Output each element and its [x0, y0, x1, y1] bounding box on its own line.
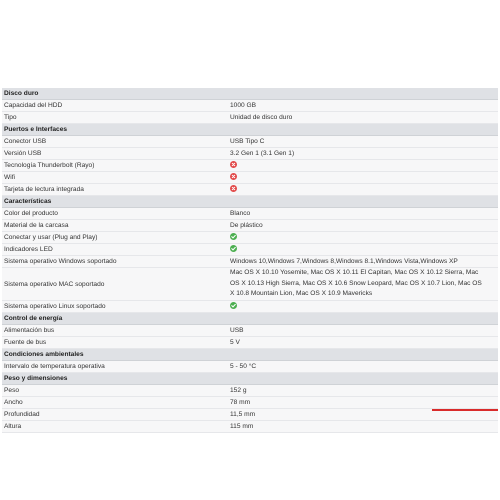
accent-line	[432, 409, 498, 411]
spec-value: 3.2 Gen 1 (3.1 Gen 1)	[230, 150, 295, 157]
spec-value: USB	[230, 327, 244, 334]
spec-row	[2, 409, 498, 421]
check-icon	[230, 302, 237, 309]
spec-table	[2, 88, 498, 433]
spec-label: Fuente de bus	[4, 339, 47, 346]
spec-row	[2, 421, 498, 433]
spec-value: 11,5 mm	[230, 411, 256, 418]
spec-label: Tecnología Thunderbolt (Rayo)	[4, 162, 95, 169]
section-header: Puertos e Interfaces	[2, 124, 498, 136]
spec-row	[2, 325, 498, 337]
cross-icon	[230, 161, 237, 168]
spec-label: Capacidad del HDD	[4, 102, 63, 109]
spec-label: Intervalo de temperatura operativa	[4, 363, 105, 370]
spec-label: Tipo	[4, 114, 17, 121]
spec-label: Color del producto	[4, 210, 58, 217]
spec-label: Profundidad	[4, 411, 40, 418]
section-header: Control de energía	[2, 313, 498, 325]
spec-value	[226, 184, 498, 195]
spec-value: USB Tipo C	[230, 138, 265, 145]
top-blank-area	[0, 0, 500, 88]
spec-row	[2, 361, 498, 373]
section-header: Características	[2, 196, 498, 208]
spec-label: Material de la carcasa	[4, 222, 69, 229]
spec-value: Windows 10,Windows 7,Windows 8,Windows 8.1,Windows Vista,Windows XP	[230, 258, 458, 265]
spec-value: 78 mm	[230, 399, 251, 406]
spec-row	[2, 112, 498, 124]
spec-label: Sistema operativo Windows soportado	[4, 258, 117, 265]
spec-label: Tarjeta de lectura integrada	[4, 186, 84, 193]
spec-label: Sistema operativo Linux soportado	[4, 303, 106, 310]
spec-value	[226, 172, 498, 183]
section-header: Disco duro	[2, 88, 498, 100]
spec-label: Versión USB	[4, 150, 42, 157]
spec-value	[226, 232, 498, 243]
section-header: Peso y dimensiones	[2, 373, 498, 385]
spec-row	[2, 268, 498, 301]
spec-row	[2, 385, 498, 397]
check-icon	[230, 245, 237, 252]
cross-icon	[230, 185, 237, 192]
spec-value	[226, 244, 498, 255]
spec-value: 1000 GB	[230, 102, 257, 109]
spec-label: Alimentación bus	[4, 327, 55, 334]
spec-value: Unidad de disco duro	[230, 114, 293, 121]
spec-value	[226, 301, 498, 312]
spec-value: Mac OS X 10.10 Yosemite, Mac OS X 10.11 El Capitan, Mac OS X 10.12 Sierra, Mac OS X 10.13 High Sierra, Mac OS X 10.6 Snow Leopard, Mac OS X 10.7 Lion, Mac OS X 10.8 Mountain Lion, Mac OS X 10.9 Mavericks	[230, 269, 482, 297]
spec-row	[2, 232, 498, 244]
spec-row	[2, 301, 498, 313]
spec-label: Altura	[4, 423, 22, 430]
spec-value: De plástico	[230, 222, 263, 229]
spec-row	[2, 244, 498, 256]
spec-label: Indicadores LED	[4, 246, 53, 253]
spec-row	[2, 160, 498, 172]
spec-label: Conectar y usar (Plug and Play)	[4, 234, 98, 241]
spec-row	[2, 397, 498, 409]
spec-value: 152 g	[230, 387, 247, 394]
spec-row	[2, 208, 498, 220]
spec-value	[226, 160, 498, 171]
spec-row	[2, 100, 498, 112]
spec-row	[2, 256, 498, 268]
spec-label: Sistema operativo MAC soportado	[4, 280, 105, 288]
spec-row	[2, 148, 498, 160]
spec-row	[2, 184, 498, 196]
cross-icon	[230, 173, 237, 180]
check-icon	[230, 233, 237, 240]
spec-row	[2, 337, 498, 349]
spec-value: Blanco	[230, 210, 251, 217]
spec-label: Conector USB	[4, 138, 47, 145]
spec-label: Ancho	[4, 399, 23, 406]
spec-label: Wifi	[4, 174, 15, 181]
spec-value: 5 - 50 °C	[230, 363, 257, 370]
spec-value: 115 mm	[230, 423, 254, 430]
spec-label: Peso	[4, 387, 20, 394]
spec-value: 5 V	[230, 339, 240, 346]
spec-row	[2, 220, 498, 232]
spec-row	[2, 172, 498, 184]
spec-row	[2, 136, 498, 148]
section-header: Condiciones ambientales	[2, 349, 498, 361]
